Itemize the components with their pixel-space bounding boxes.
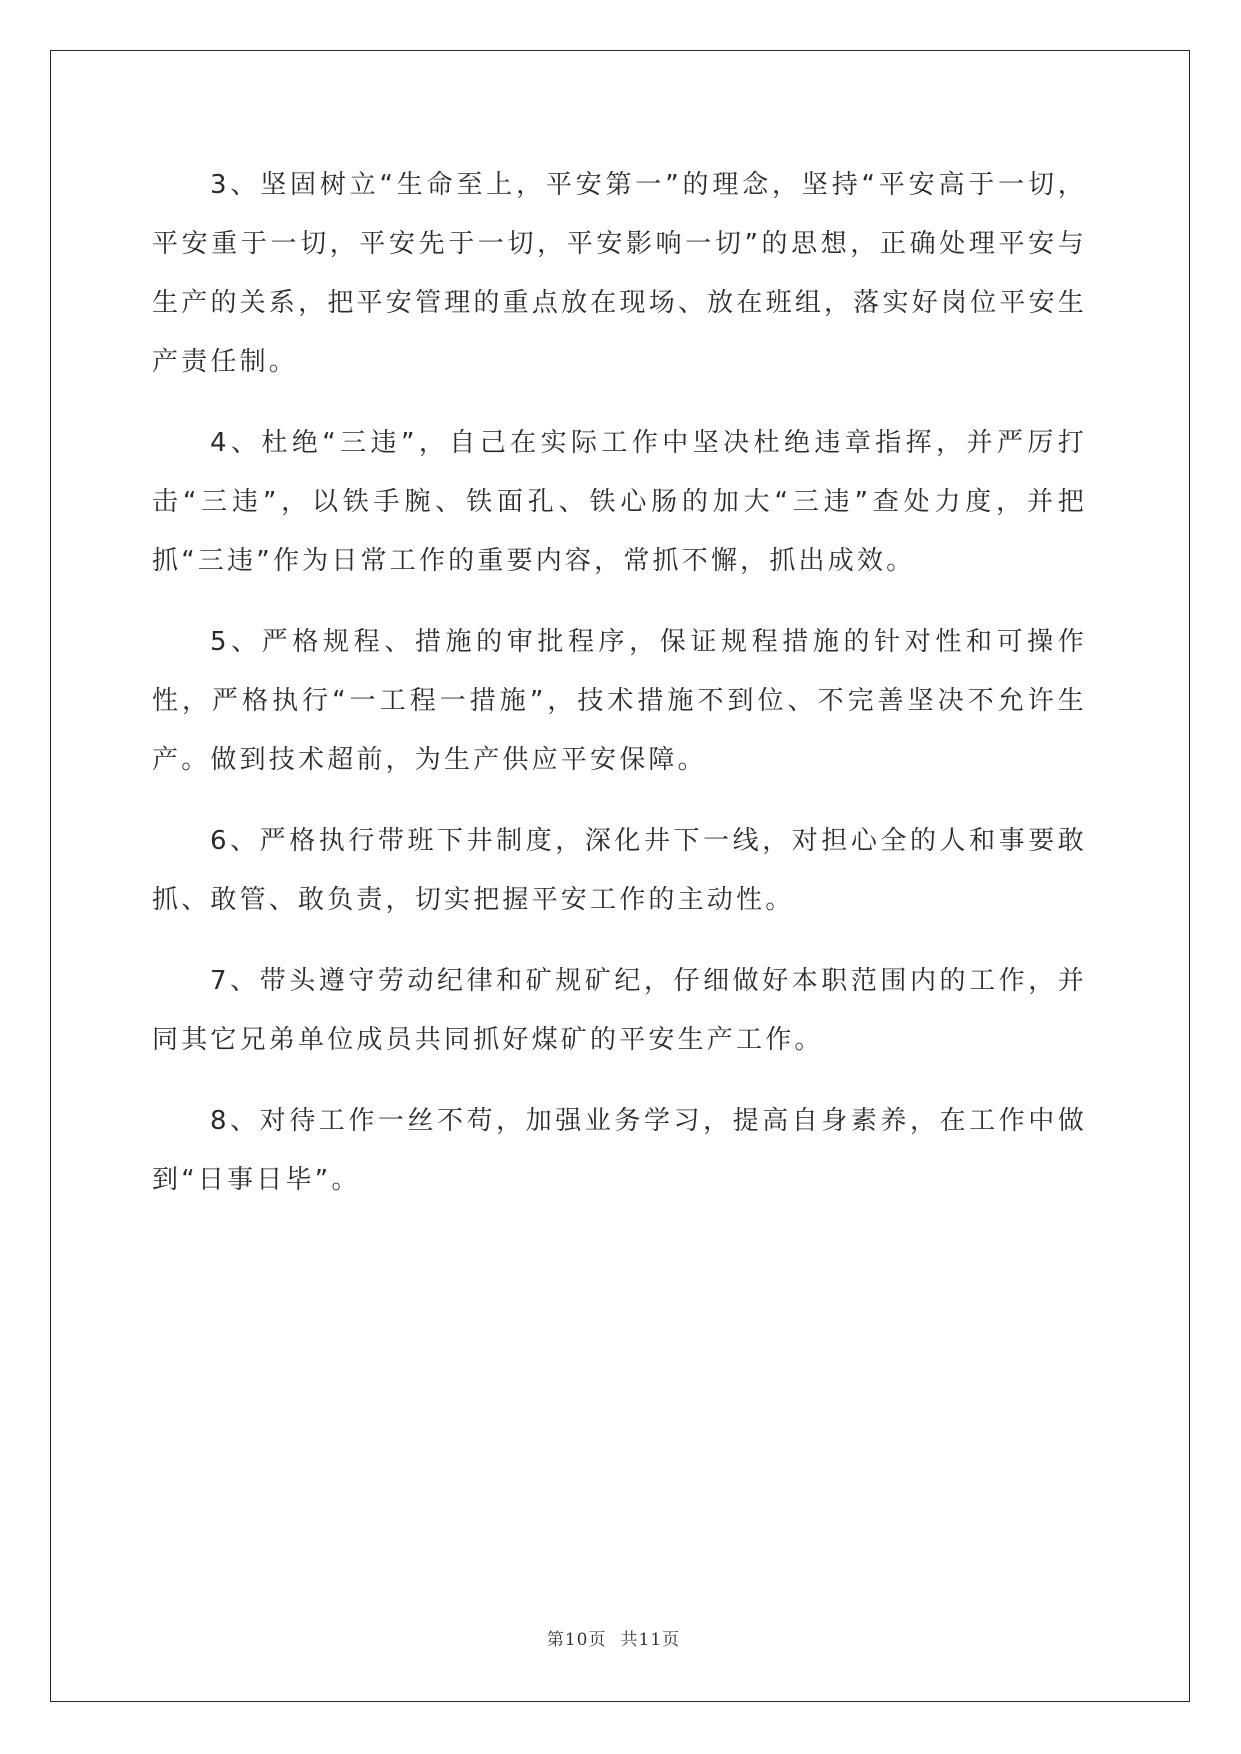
paragraph-item-3: 3、坚固树立“生命至上，平安第一”的理念，坚持“平安高于一切，平安重于一切，平安先于一切，平安影响一切”的思想，正确处理平安与生产的关系，把平安管理的重点放在现场、放在班组，落实好岗位平安生产责任制。 [152, 170, 1087, 377]
paragraph-item-8: 8、对待工作一丝不苟，加强业务学习，提高自身素养，在工作中做到“日事日毕”。 [152, 1106, 1087, 1195]
paragraph-item-4: 4、杜绝“三违”，自己在实际工作中坚决杜绝违章指挥，并严厉打击“三违”，以铁手腕、铁面孔、铁心肠的加大“三违”查处力度，并把抓“三违”作为日常工作的重要内容，常抓不懈，抓出成效。 [152, 428, 1087, 576]
paragraph-item-7: 7、带头遵守劳动纪律和矿规矿纪，仔细做好本职范围内的工作，并同其它兄弟单位成员共同抓好煤矿的平安生产工作。 [152, 966, 1087, 1055]
paragraph-item-6: 6、严格执行带班下井制度，深化井下一线，对担心全的人和事要敢抓、敢管、敢负责，切实把握平安工作的主动性。 [152, 826, 1087, 915]
page-footer [0, 1625, 1241, 1650]
current-page-number: 第10页 [546, 1630, 607, 1650]
paragraph-item-5: 5、严格规程、措施的审批程序，保证规程措施的针对性和可操作性，严格执行“一工程一措施”，技术措施不到位、不完善坚决不允许生产。做到技术超前，为生产供应平安保障。 [152, 627, 1087, 775]
document-body [152, 156, 1087, 1232]
total-page-count: 共11页 [620, 1630, 681, 1650]
